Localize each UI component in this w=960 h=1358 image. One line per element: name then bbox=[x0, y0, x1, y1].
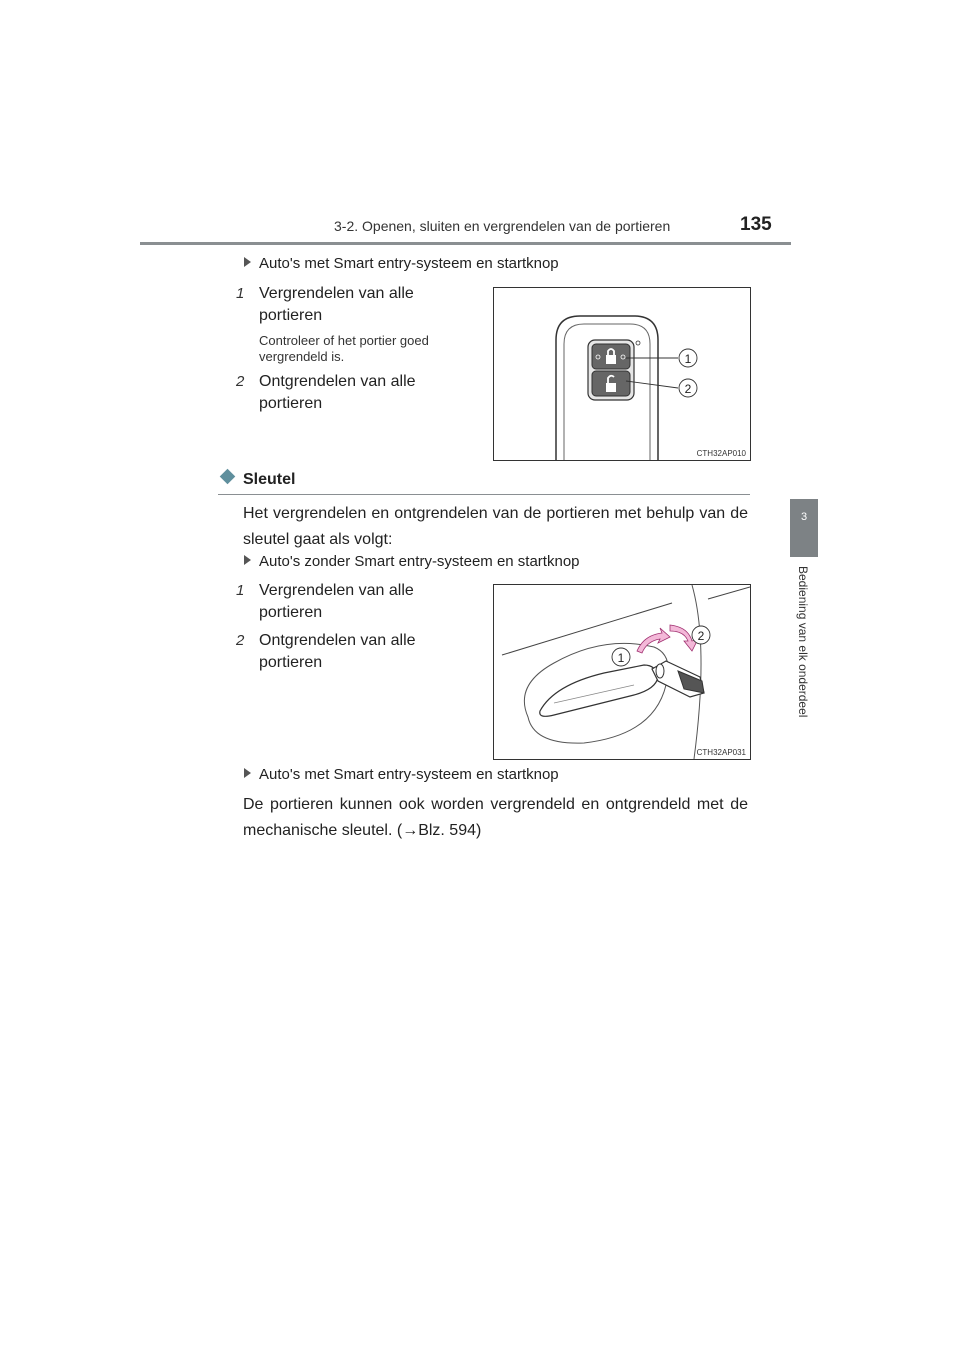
figure-code: CTH32AP010 bbox=[696, 449, 746, 458]
bullet-text: Auto's zonder Smart entry-systeem en startknop bbox=[259, 553, 580, 570]
chapter-tab bbox=[790, 499, 818, 557]
callout-1: 1 bbox=[684, 352, 692, 366]
page-number: 135 bbox=[740, 214, 772, 235]
smart-key-illustration bbox=[494, 288, 750, 460]
triangle-bullet-icon bbox=[244, 257, 251, 267]
diamond-bullet-icon bbox=[220, 469, 236, 485]
item-number: 1 bbox=[236, 285, 245, 302]
section-title: Sleutel bbox=[243, 471, 296, 488]
door-key-illustration bbox=[494, 585, 750, 759]
section-divider bbox=[218, 494, 750, 495]
figure-smart-key bbox=[493, 287, 751, 461]
figure-code: CTH32AP031 bbox=[696, 748, 746, 757]
chapter-label: Bediening van elk onderdeel bbox=[796, 566, 810, 718]
item-number: 2 bbox=[236, 373, 245, 390]
figure-door-key bbox=[493, 584, 751, 760]
chapter-number: 3 bbox=[800, 511, 808, 523]
item-unlock-all: Ontgrendelen van alle portieren bbox=[259, 632, 416, 671]
item-lock-all: Vergrendelen van alle portieren bbox=[259, 285, 414, 324]
bullet-text: Auto's met Smart entry-systeem en startknop bbox=[259, 255, 559, 272]
bullet-smart-entry-2 bbox=[244, 766, 559, 783]
item-number: 2 bbox=[236, 632, 245, 649]
item-lock-all: Vergrendelen van alle portieren bbox=[259, 582, 414, 621]
bullet-text: Auto's met Smart entry-systeem en startknop bbox=[259, 766, 559, 783]
header-divider bbox=[140, 242, 791, 245]
running-header: 3-2. Openen, sluiten en vergrendelen van de portieren bbox=[334, 218, 671, 234]
bullet-no-smart-entry bbox=[244, 553, 580, 570]
item-note: Controleer of het portier goed vergrendeld is. bbox=[259, 333, 429, 364]
chapter-label-vertical bbox=[780, 566, 828, 756]
mechanical-key-text: De portieren kunnen ook worden vergrendeld en ontgrendeld met de mechanische sleutel. (→Blz. 594) bbox=[243, 796, 748, 839]
callout-2: 2 bbox=[684, 382, 692, 396]
section-heading bbox=[218, 471, 295, 489]
section-intro: Het vergrendelen en ontgrendelen van de portieren met behulp van de sleutel gaat als volgt: bbox=[243, 505, 748, 548]
triangle-bullet-icon bbox=[244, 555, 251, 565]
item-number: 1 bbox=[236, 582, 245, 599]
item-unlock-all: Ontgrendelen van alle portieren bbox=[259, 373, 416, 412]
bullet-smart-entry bbox=[244, 255, 559, 272]
callout-2: 2 bbox=[697, 629, 705, 643]
callout-1: 1 bbox=[617, 651, 625, 665]
triangle-bullet-icon bbox=[244, 768, 251, 778]
